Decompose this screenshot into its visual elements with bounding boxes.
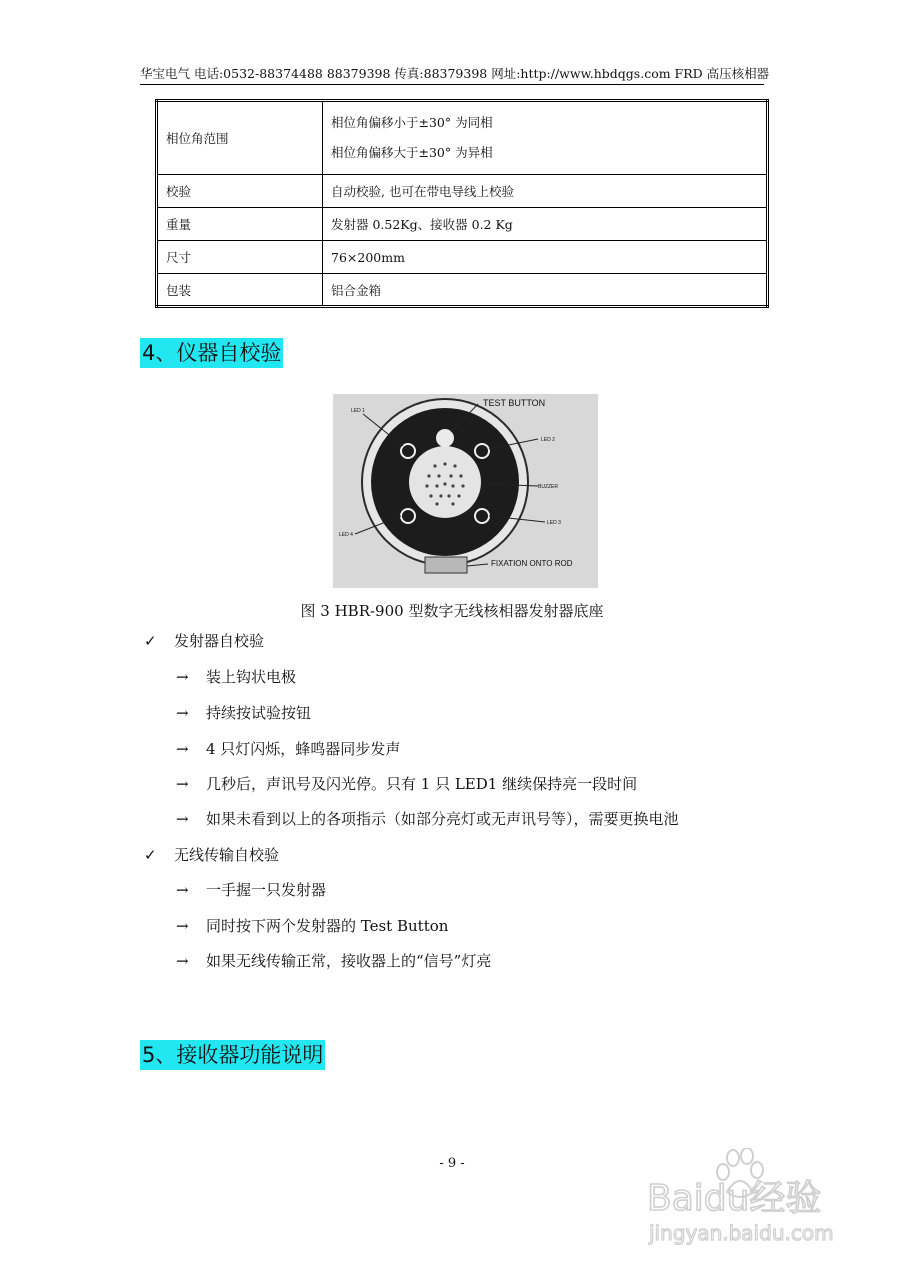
watermark-brand: Baidu经验 <box>647 1178 822 1219</box>
led4-label: LED 4 <box>339 532 353 538</box>
section-4-heading: 4、仪器自校验 <box>140 338 283 368</box>
table-row <box>157 175 768 208</box>
led3-label: LED 3 <box>547 520 561 526</box>
transmitter-base-figure <box>333 394 598 588</box>
table-cell-label: 尺寸 <box>157 241 323 274</box>
step-text: 如果无线传输正常，接收器上的“信号”灯亮 <box>206 952 492 970</box>
list-item <box>176 738 400 759</box>
table-row <box>157 208 768 241</box>
paw-logo-icon <box>645 1148 865 1258</box>
step-text: 几秒后，声讯号及闪光停。只有 1 只 LED1 继续保持亮一段时间 <box>206 775 638 793</box>
table-cell-value: 铝合金箱 <box>323 274 768 307</box>
step-text: 如果未看到以上的各项指示（如部分亮灯或无声讯号等），需要更换电池 <box>206 810 679 828</box>
step-text: 装上钩状电极 <box>206 668 297 686</box>
header-rule <box>140 84 764 85</box>
list-item <box>176 773 637 794</box>
arrow-icon: → <box>176 917 189 935</box>
table-row <box>157 101 768 175</box>
table-cell-value: 76×200mm <box>323 241 768 274</box>
table-row <box>157 274 768 307</box>
step-text: 4 只灯闪烁，蜂鸣器同步发声 <box>206 740 401 758</box>
table-cell-label: 包装 <box>157 274 323 307</box>
fixation-label: FIXATION ONTO ROD <box>491 559 573 568</box>
table-row <box>157 241 768 274</box>
arrow-icon: → <box>176 668 189 686</box>
buzzer-label: BUZZER <box>538 484 558 490</box>
check-icon: ✓ <box>144 846 157 864</box>
checklist-item <box>144 844 279 865</box>
step-text: 一手握一只发射器 <box>206 881 327 899</box>
spec-table <box>155 99 769 308</box>
list-item <box>176 950 491 971</box>
transmitter-base-drawing <box>333 394 598 588</box>
table-cell-label: 校验 <box>157 175 323 208</box>
table-cell-value: 自动校验, 也可在带电导线上校验 <box>323 175 768 208</box>
page-number: - 9 - <box>439 1156 465 1171</box>
table-cell-value <box>323 101 768 175</box>
list-item <box>176 879 326 900</box>
list-item <box>176 666 296 687</box>
arrow-icon: → <box>176 952 189 970</box>
step-text: 同时按下两个发射器的 Test Button <box>206 917 449 935</box>
table-value-line: 相位角偏移小于±30° 为同相 <box>331 115 493 130</box>
table-cell-value: 发射器 0.52Kg、接收器 0.2 Kg <box>323 208 768 241</box>
test-button-label: TEST BUTTON <box>483 398 546 408</box>
check-icon: ✓ <box>144 632 157 650</box>
arrow-icon: → <box>176 775 189 793</box>
led1-label: LED 1 <box>351 408 365 414</box>
step-text: 持续按试验按钮 <box>206 704 312 722</box>
table-cell-label: 相位角范围 <box>157 101 323 175</box>
page-header: 华宝电气 电话:0532-88374488 88379398 传真:88379398 网址:http://www.hbdqgs.com FRD 高压核相器 <box>140 66 770 81</box>
arrow-icon: → <box>176 881 189 899</box>
list-item <box>176 808 679 829</box>
baidu-watermark <box>645 1148 865 1258</box>
arrow-icon: → <box>176 740 189 758</box>
table-cell-label: 重量 <box>157 208 323 241</box>
list-item <box>176 915 448 936</box>
arrow-icon: → <box>176 704 189 722</box>
arrow-icon: → <box>176 810 189 828</box>
figure-caption: 图 3 HBR-900 型数字无线核相器发射器底座 <box>300 602 604 620</box>
list-item <box>176 702 311 723</box>
checklist-item <box>144 630 264 651</box>
watermark-url: jingyan.baidu.com <box>649 1221 834 1245</box>
checklist-title: 无线传输自校验 <box>174 846 280 864</box>
table-value-line: 相位角偏移大于±30° 为异相 <box>331 145 493 160</box>
checklist-title: 发射器自校验 <box>174 632 265 650</box>
led2-label: LED 2 <box>541 437 555 443</box>
section-5-heading: 5、接收器功能说明 <box>140 1040 325 1070</box>
